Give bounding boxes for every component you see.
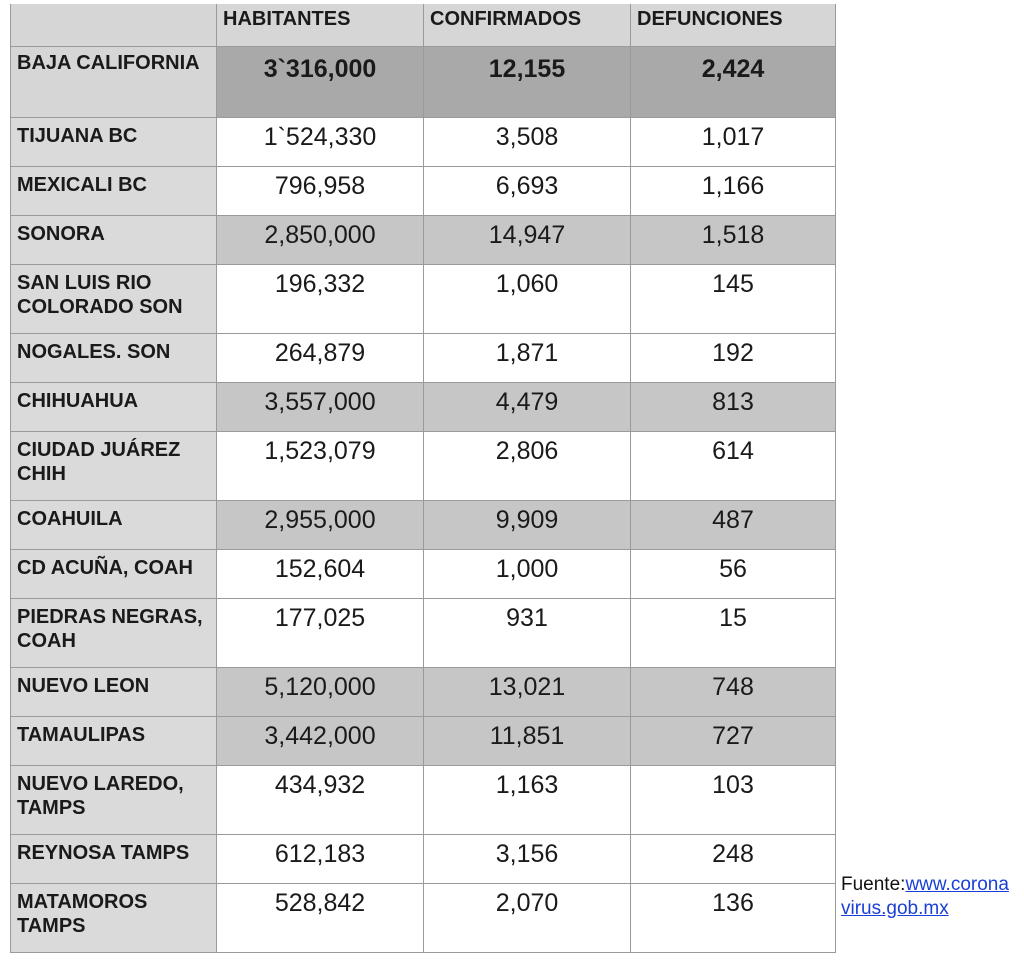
- defunciones-cell: 56: [631, 550, 836, 599]
- row-label: CHIHUAHUA: [11, 383, 217, 432]
- confirmados-cell: 13,021: [424, 668, 631, 717]
- table-row: [11, 884, 836, 953]
- habitantes-cell: 796,958: [217, 167, 424, 216]
- row-label: NOGALES. SON: [11, 334, 217, 383]
- row-label: TIJUANA BC: [11, 118, 217, 167]
- confirmados-cell: 9,909: [424, 501, 631, 550]
- confirmados-cell: 1,000: [424, 550, 631, 599]
- defunciones-cell: 487: [631, 501, 836, 550]
- habitantes-cell: 528,842: [217, 884, 424, 953]
- header-defunciones: DEFUNCIONES: [631, 4, 836, 47]
- table-row: [11, 167, 836, 216]
- confirmados-cell: 11,851: [424, 717, 631, 766]
- habitantes-cell: 152,604: [217, 550, 424, 599]
- row-label: TAMAULIPAS: [11, 717, 217, 766]
- row-label: SAN LUIS RIO COLORADO SON: [11, 265, 217, 334]
- confirmados-cell: 6,693: [424, 167, 631, 216]
- confirmados-cell: 4,479: [424, 383, 631, 432]
- source-link-line1: www.corona: [905, 874, 1009, 895]
- confirmados-cell: 1,163: [424, 766, 631, 835]
- habitantes-cell: 177,025: [217, 599, 424, 668]
- table-row: [11, 501, 836, 550]
- confirmados-cell: 931: [424, 599, 631, 668]
- header-confirmados: CONFIRMADOS: [424, 4, 631, 47]
- habitantes-cell: 612,183: [217, 835, 424, 884]
- habitantes-cell: 3,442,000: [217, 717, 424, 766]
- defunciones-cell: 248: [631, 835, 836, 884]
- row-label: REYNOSA TAMPS: [11, 835, 217, 884]
- table-row: [11, 47, 836, 118]
- table-row: [11, 118, 836, 167]
- table-row: [11, 383, 836, 432]
- covid-data-table: [10, 4, 836, 953]
- confirmados-cell: 1,871: [424, 334, 631, 383]
- defunciones-cell: 15: [631, 599, 836, 668]
- defunciones-cell: 192: [631, 334, 836, 383]
- confirmados-cell: 14,947: [424, 216, 631, 265]
- table-row: [11, 668, 836, 717]
- source-link-line2: virus.gob.mx: [841, 898, 949, 919]
- table-row: [11, 432, 836, 501]
- row-label: CIUDAD JUÁREZ CHIH: [11, 432, 217, 501]
- row-label: MATAMOROS TAMPS: [11, 884, 217, 953]
- habitantes-cell: 3`316,000: [217, 47, 424, 118]
- table-row: [11, 835, 836, 884]
- habitantes-cell: 2,850,000: [217, 216, 424, 265]
- table-row: [11, 334, 836, 383]
- confirmados-cell: 2,806: [424, 432, 631, 501]
- header-row: [11, 4, 836, 47]
- header-habitantes: HABITANTES: [217, 4, 424, 47]
- source-note: [841, 873, 1024, 921]
- habitantes-cell: 434,932: [217, 766, 424, 835]
- confirmados-cell: 3,156: [424, 835, 631, 884]
- row-label: COAHUILA: [11, 501, 217, 550]
- source-prefix: Fuente:: [841, 874, 906, 895]
- table-row: [11, 550, 836, 599]
- habitantes-cell: 5,120,000: [217, 668, 424, 717]
- defunciones-cell: 727: [631, 717, 836, 766]
- header-corner-cell: [11, 4, 217, 47]
- habitantes-cell: 264,879: [217, 334, 424, 383]
- row-label: PIEDRAS NEGRAS, COAH: [11, 599, 217, 668]
- habitantes-cell: 1,523,079: [217, 432, 424, 501]
- confirmados-cell: 1,060: [424, 265, 631, 334]
- habitantes-cell: 1`524,330: [217, 118, 424, 167]
- defunciones-cell: 813: [631, 383, 836, 432]
- table-row: [11, 766, 836, 835]
- defunciones-cell: 1,017: [631, 118, 836, 167]
- row-label: SONORA: [11, 216, 217, 265]
- defunciones-cell: 103: [631, 766, 836, 835]
- defunciones-cell: 1,166: [631, 167, 836, 216]
- confirmados-cell: 12,155: [424, 47, 631, 118]
- habitantes-cell: 3,557,000: [217, 383, 424, 432]
- defunciones-cell: 614: [631, 432, 836, 501]
- defunciones-cell: 136: [631, 884, 836, 953]
- confirmados-cell: 2,070: [424, 884, 631, 953]
- row-label: BAJA CALIFORNIA: [11, 47, 217, 118]
- row-label: MEXICALI BC: [11, 167, 217, 216]
- habitantes-cell: 196,332: [217, 265, 424, 334]
- confirmados-cell: 3,508: [424, 118, 631, 167]
- defunciones-cell: 145: [631, 265, 836, 334]
- table-row: [11, 265, 836, 334]
- row-label: CD ACUÑA, COAH: [11, 550, 217, 599]
- table-row: [11, 599, 836, 668]
- defunciones-cell: 748: [631, 668, 836, 717]
- row-label: NUEVO LEON: [11, 668, 217, 717]
- defunciones-cell: 1,518: [631, 216, 836, 265]
- habitantes-cell: 2,955,000: [217, 501, 424, 550]
- row-label: NUEVO LAREDO, TAMPS: [11, 766, 217, 835]
- table-row: [11, 717, 836, 766]
- defunciones-cell: 2,424: [631, 47, 836, 118]
- table-row: [11, 216, 836, 265]
